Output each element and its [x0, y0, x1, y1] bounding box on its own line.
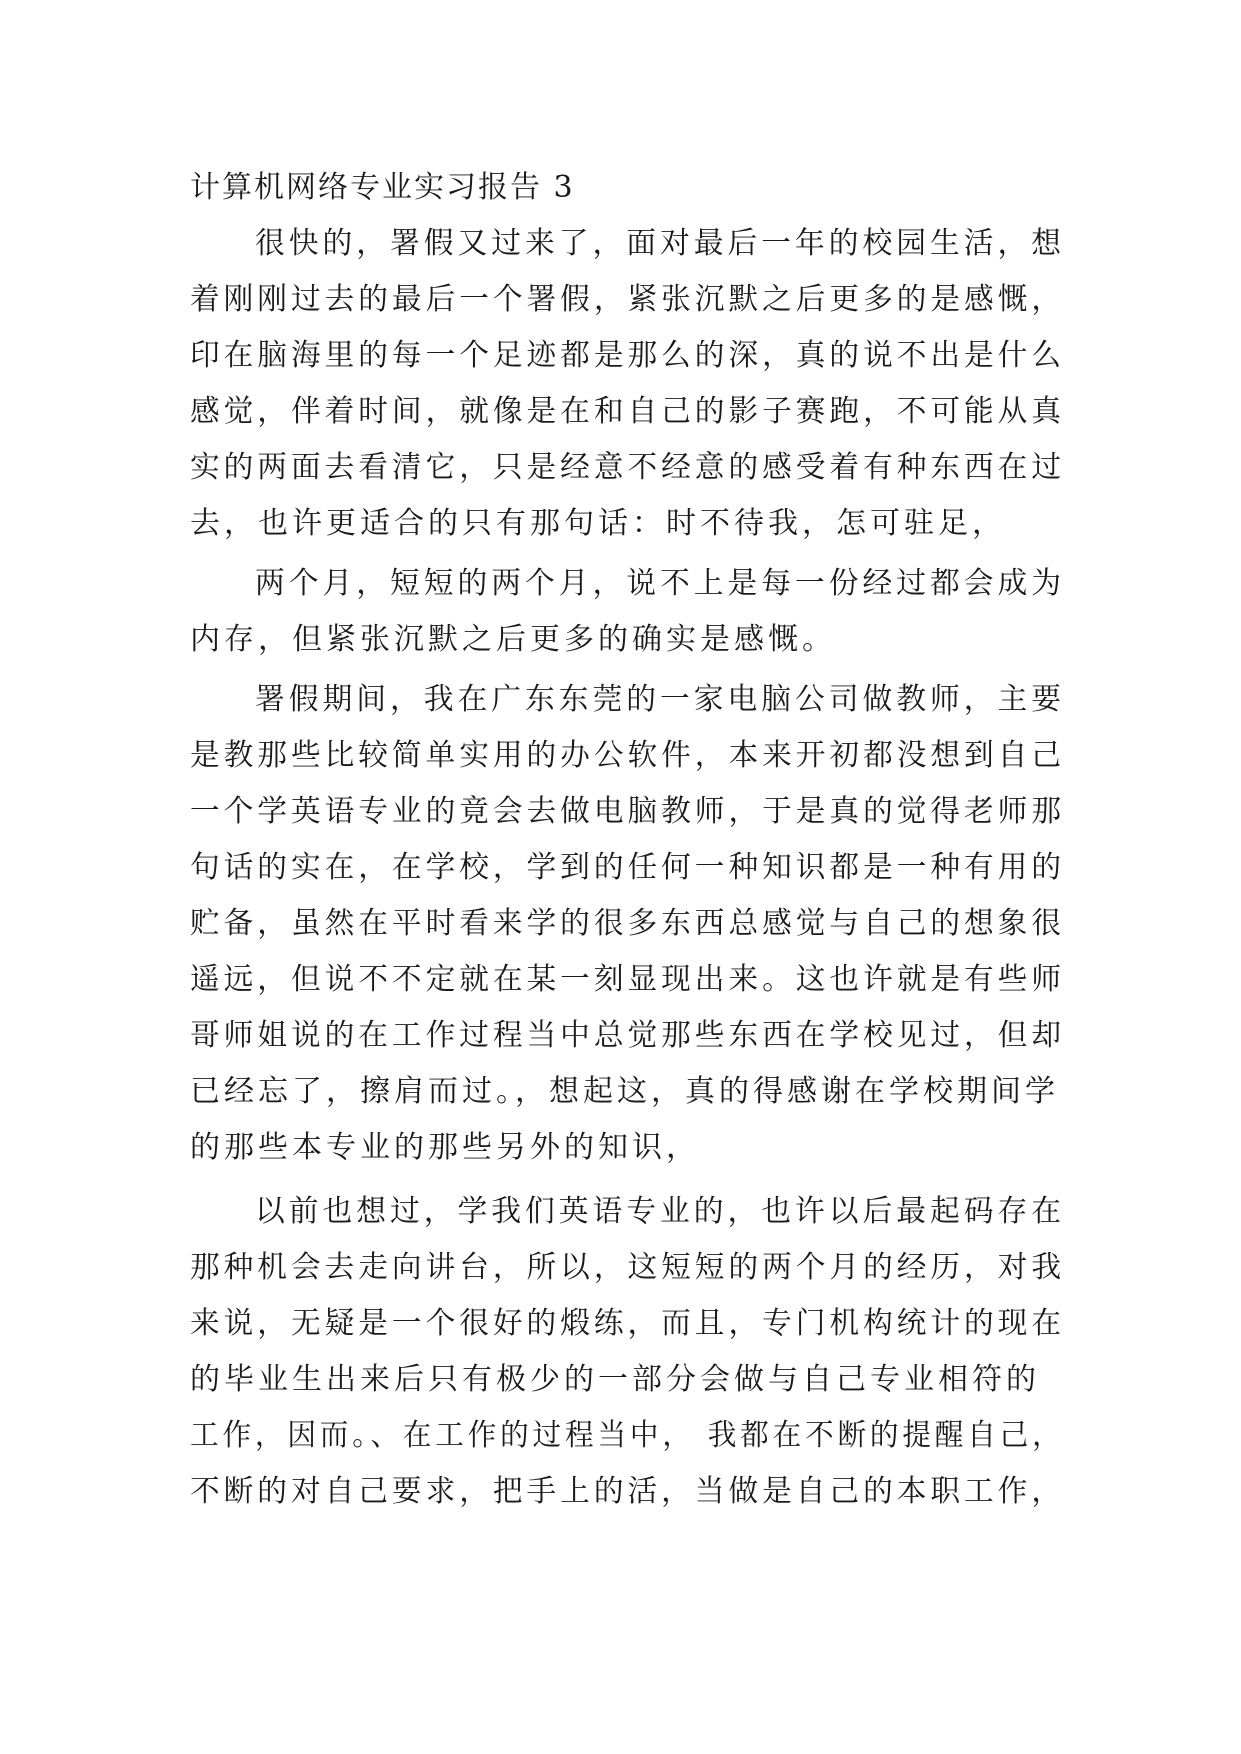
text-line: 哥师姐说的在工作过程当中总觉那些东西在学校见过，但却: [190, 1018, 1065, 1053]
text-line: 来说，无疑是一个很好的煅练，而且，专门机构统计的现在: [190, 1306, 1065, 1341]
text-line: 的那些本专业的那些另外的知识，: [190, 1130, 700, 1165]
text-line: 工作，因而。、在工作的过程当中， 我都在不断的提醒自己，: [190, 1418, 1065, 1453]
text-line: 内存，但紧张沉默之后更多的确实是感慨。: [190, 622, 836, 657]
document-title: 计算机网络专业实习报告 3: [190, 170, 575, 205]
text-line: 那种机会去走向讲台，所以，这短短的两个月的经历，对我: [190, 1250, 1065, 1285]
text-line: 已经忘了，擦肩而过。，想起这，真的得感谢在学校期间学: [190, 1074, 1059, 1109]
text-line: 遥远，但说不不定就在某一刻显现出来。这也许就是有些师: [190, 962, 1065, 997]
text-line: 的毕业生出来后只有极少的一部分会做与自己专业相符的: [190, 1362, 1040, 1397]
text-line: 印在脑海里的每一个足迹都是那么的深，真的说不出是什么: [190, 338, 1065, 373]
text-line: 很快的，署假又过来了，面对最后一年的校园生活，想: [255, 226, 1065, 261]
text-line: 一个学英语专业的竟会去做电脑教师，于是真的觉得老师那: [190, 794, 1065, 829]
text-line: 以前也想过，学我们英语专业的，也许以后最起码存在: [255, 1194, 1065, 1229]
text-line: 是教那些比较简单实用的办公软件，本来开初都没想到自己: [190, 738, 1065, 773]
text-line: 句话的实在，在学校，学到的任何一种知识都是一种有用的: [190, 850, 1065, 885]
text-line: 署假期间，我在广东东莞的一家电脑公司做教师，主要: [255, 682, 1065, 717]
text-line: 着刚刚过去的最后一个署假，紧张沉默之后更多的是感慨，: [190, 282, 1065, 317]
text-line: 不断的对自己要求，把手上的活，当做是自己的本职工作，: [190, 1474, 1065, 1509]
text-line: 两个月，短短的两个月，说不上是每一份经过都会成为: [255, 566, 1065, 601]
text-line: 实的两面去看清它，只是经意不经意的感受着有种东西在过: [190, 450, 1065, 485]
text-line: 感觉，伴着时间，就像是在和自己的影子赛跑，不可能从真: [190, 394, 1065, 429]
text-line: 去，也许更适合的只有那句话：时不待我，怎可驻足，: [190, 506, 1006, 541]
text-line: 贮备，虽然在平时看来学的很多东西总感觉与自己的想象很: [190, 906, 1065, 941]
